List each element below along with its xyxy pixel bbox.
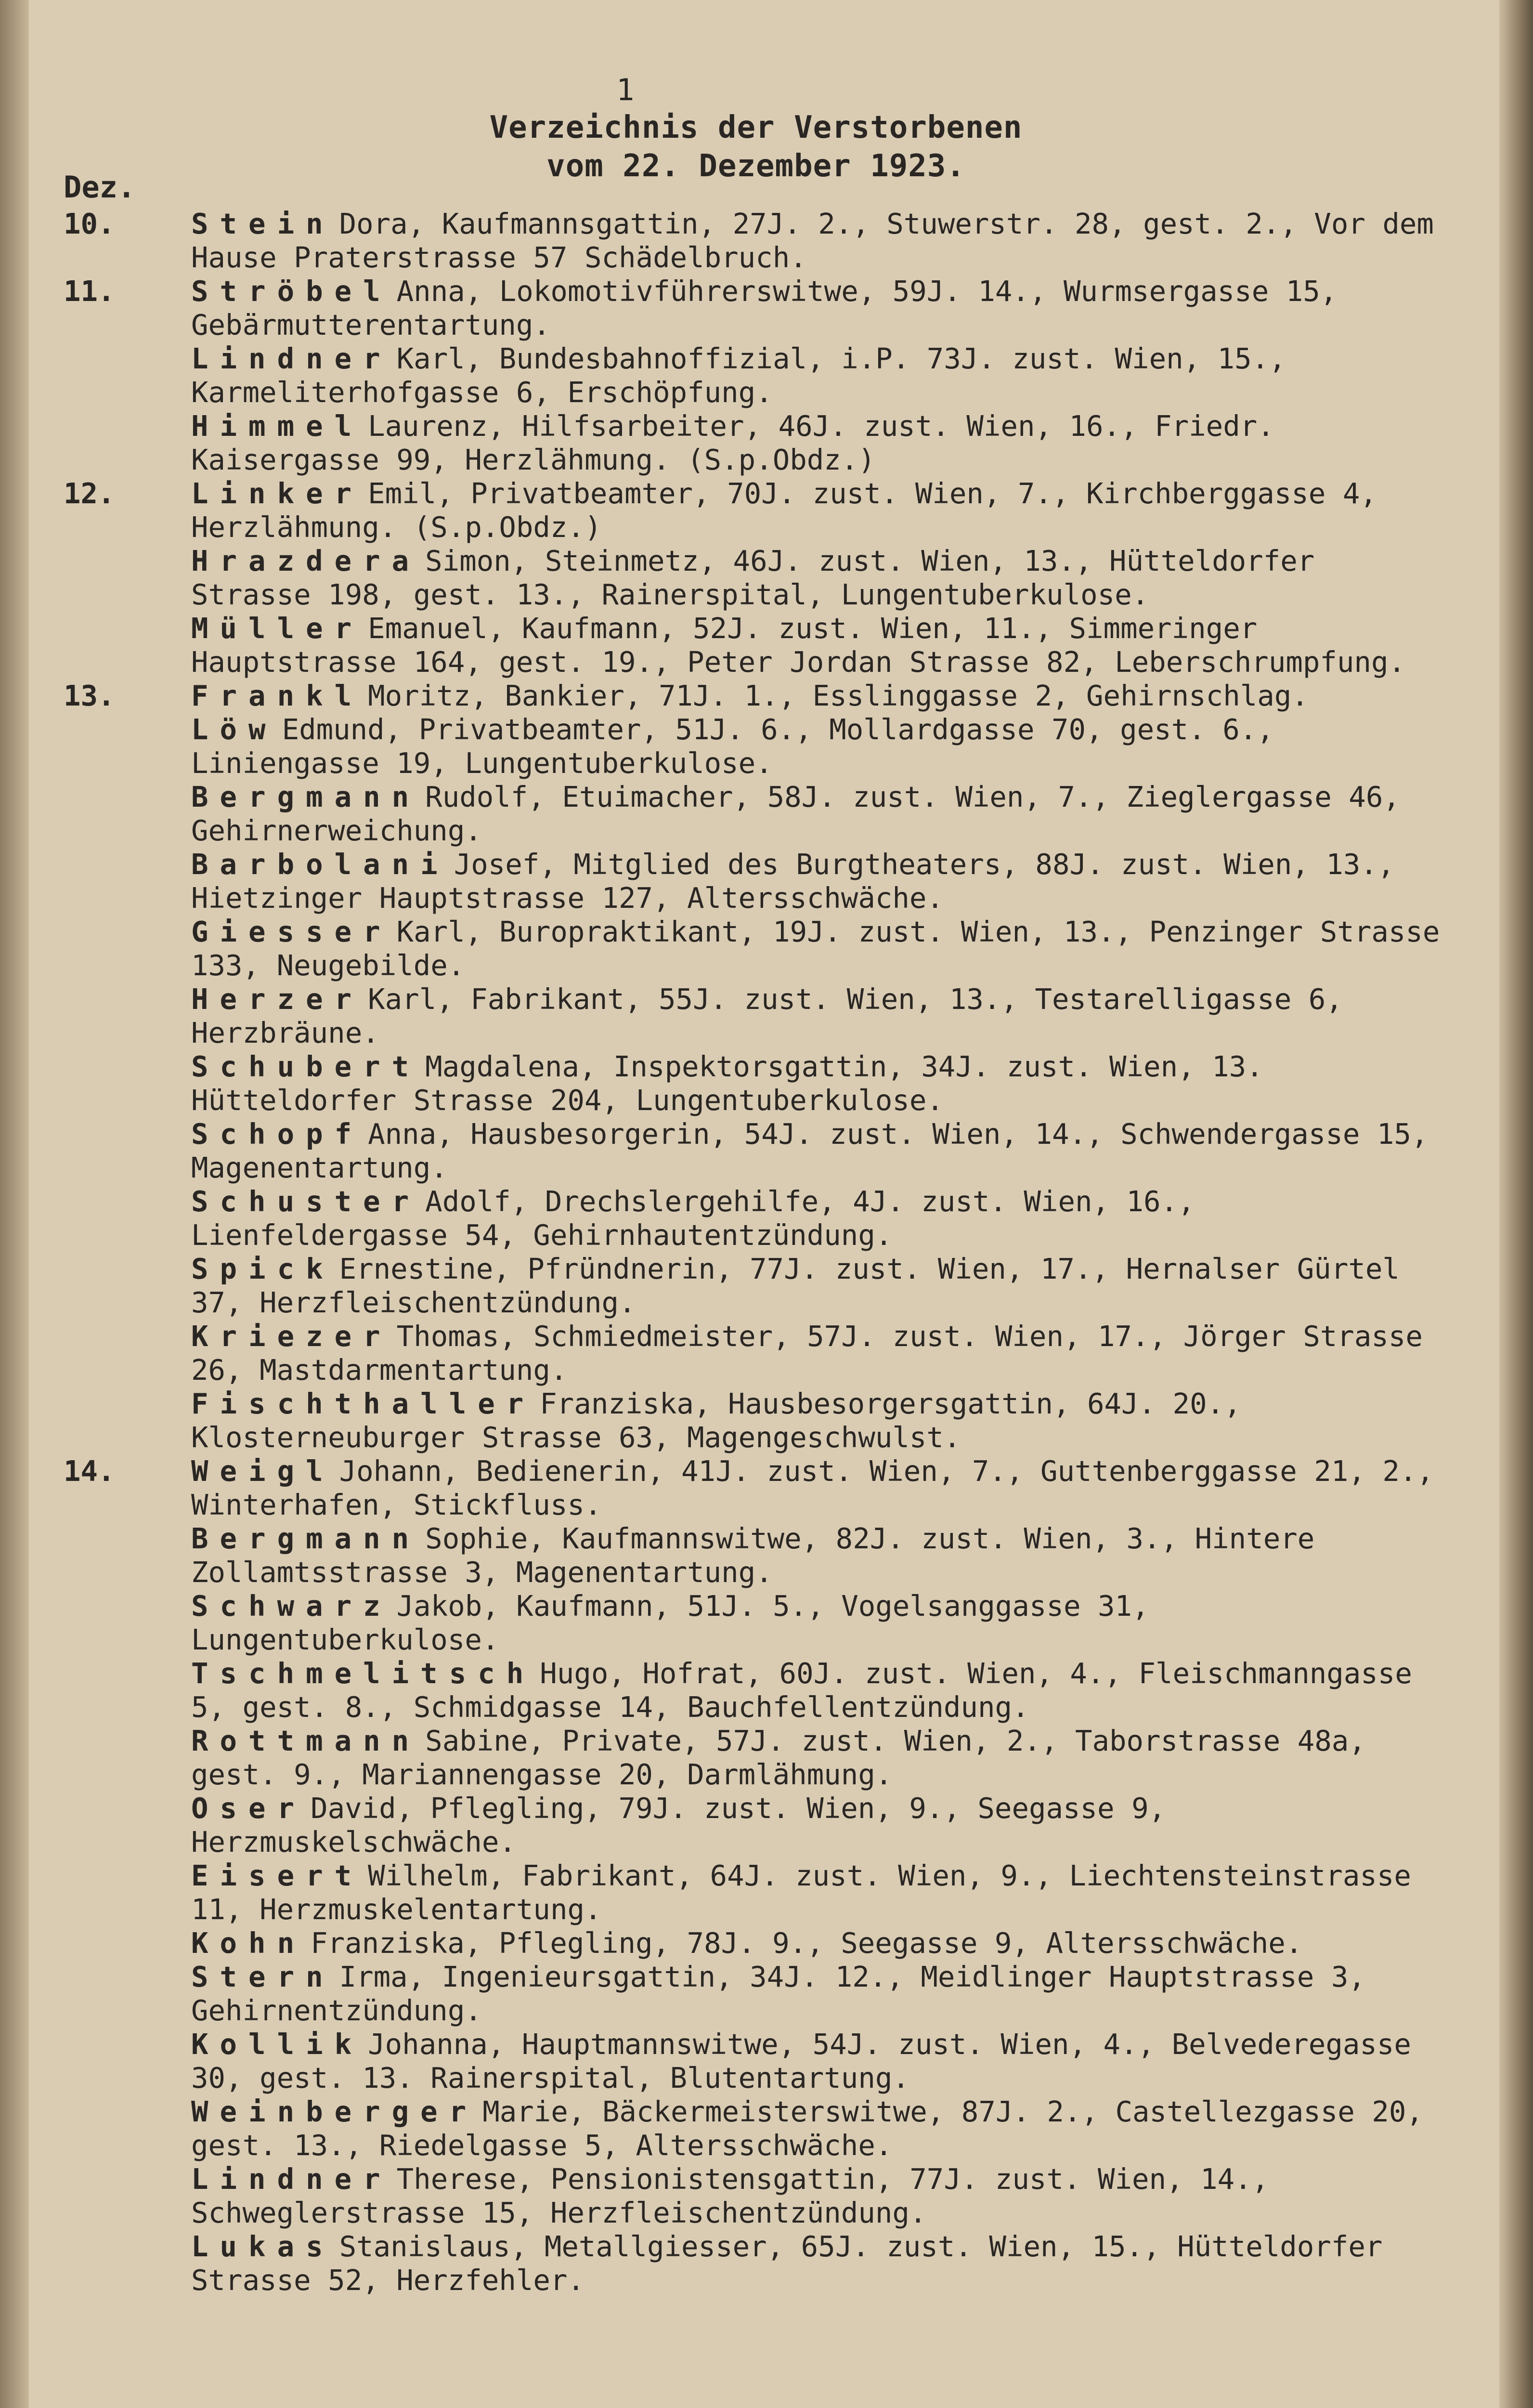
entry-text [191,2162,1450,2230]
entry-day: 11. [64,275,115,308]
entry-details: Sabine, Private, 57J. zust. Wien, 2., Taborstrasse 48a, gest. 9., Mariannengasse 20, Darmlähmung. [191,1724,1366,1791]
entry-surname: Spick [191,1252,335,1285]
entry-text [191,1926,1450,1960]
entry-surname: Stein [191,207,335,240]
entry-surname: Herzer [191,982,364,1016]
list-item [64,1050,1450,1117]
entry-details: Franziska, Pflegling, 78J. 9., Seegasse 9, Altersschwäche. [311,1926,1303,1960]
list-item [64,1252,1450,1320]
entry-text [191,1320,1450,1387]
list-item [64,1117,1450,1185]
entry-surname: Himmel [191,409,364,443]
entry-surname: Oser [191,1792,306,1825]
entry-surname: Kriezer [191,1320,392,1353]
document-title: Verzeichnis der Verstorbenen [489,110,1023,145]
entry-details: Dora, Kaufmannsgattin, 27J. 2., Stuwerstr. 28, gest. 2., Vor dem Hause Praterstrasse 57 Schädelbruch. [191,207,1434,274]
entry-details: Adolf, Drechslergehilfe, 4J. zust. Wien, 16., Lienfeldergasse 54, Gehirnhautentzündung. [191,1185,1195,1252]
entry-text [191,1859,1450,1926]
entry-text [191,477,1450,544]
entry-text [191,1387,1450,1454]
entry-surname: Kohn [191,1926,306,1960]
list-item [64,1792,1450,1859]
list-item [64,1454,1450,1522]
entry-surname: Weinberger [191,2095,478,2128]
entry-day: 12. [64,477,115,510]
entry-details: Emanuel, Kaufmann, 52J. zust. Wien, 11., Simmeringer Hauptstrasse 164, gest. 19., Peter Jordan Strasse 82, Leberschrumpfung. [191,612,1405,679]
entry-text [191,2095,1450,2162]
entry-surname: Lukas [191,2230,335,2263]
entry-surname: Weigl [191,1454,335,1488]
entry-text [191,848,1450,915]
list-item [64,982,1450,1050]
list-item [64,1522,1450,1589]
list-item [64,612,1450,679]
entry-details: Wilhelm, Fabrikant, 64J. zust. Wien, 9., Liechtensteinstrasse 11, Herzmuskelentartung. [191,1859,1411,1926]
entry-details: Sophie, Kaufmannswitwe, 82J. zust. Wien, 3., Hintere Zollamtsstrasse 3, Magenentartung. [191,1522,1315,1589]
entry-text [191,1185,1450,1252]
entry-text [191,915,1450,982]
list-item [64,2028,1450,2095]
entry-details: Magdalena, Inspektorsgattin, 34J. zust. Wien, 13. Hütteldorfer Strasse 204, Lungentuberkulose. [191,1050,1263,1117]
entry-surname: Bergmann [191,1522,421,1555]
entry-text [191,2230,1450,2297]
entry-surname: Eisert [191,1859,364,1892]
entry-text [191,780,1450,848]
list-item [64,713,1450,780]
list-item [64,1859,1450,1926]
entry-text [191,982,1450,1050]
entry-surname: Stern [191,1960,335,1993]
entry-surname: Kollik [191,2028,364,2061]
entry-details: Therese, Pensionistensgattin, 77J. zust. Wien, 14., Schweglerstrasse 15, Herzfleischentzündung. [191,2162,1269,2229]
entry-text [191,612,1450,679]
entry-details: Johann, Bedienerin, 41J. zust. Wien, 7., Guttenberggasse 21, 2., Winterhafen, Stickfluss. [191,1454,1434,1521]
entry-details: Irma, Ingenieursgattin, 34J. 12., Meidlinger Hauptstrasse 3, Gehirnentzündung. [191,1960,1365,2027]
list-item [64,1320,1450,1387]
list-item [64,1724,1450,1792]
entry-details: Karl, Buropraktikant, 19J. zust. Wien, 13., Penzinger Strasse 133, Neugebilde. [191,915,1440,982]
entry-surname: Hrazdera [191,544,421,577]
entry-details: Marie, Bäckermeisterswitwe, 87J. 2., Castellezgasse 20, gest. 13., Riedelgasse 5, Altersschwäche. [191,2095,1423,2162]
list-item [64,2095,1450,2162]
entry-surname: Schopf [191,1117,364,1151]
page-number: 1 [616,72,635,107]
entry-details: Simon, Steinmetz, 46J. zust. Wien, 13., Hütteldorfer Strasse 198, gest. 13., Rainerspital, Lungentuberkulose. [191,544,1315,611]
entry-details: Anna, Hausbesorgerin, 54J. zust. Wien, 14., Schwendergasse 15, Magenentartung. [191,1117,1429,1184]
list-item [64,780,1450,848]
list-item [64,2162,1450,2230]
entry-details: Rudolf, Etuimacher, 58J. zust. Wien, 7., Zieglergasse 46, Gehirnerweichung. [191,780,1400,847]
entry-text [191,1522,1450,1589]
list-item [64,477,1450,544]
list-item [64,1657,1450,1724]
list-item [64,2230,1450,2297]
entry-text [191,1117,1450,1185]
entry-text [191,713,1450,780]
document-subtitle: vom 22. Dezember 1923. [546,148,965,184]
list-item [64,915,1450,982]
entry-surname: Lindner [191,2162,392,2196]
entry-surname: Müller [191,612,364,645]
entry-text [191,1792,1450,1859]
entry-surname: Schubert [191,1050,421,1083]
entry-surname: Ströbel [191,275,392,308]
entry-details: Johanna, Hauptmannswitwe, 54J. zust. Wien, 4., Belvederegasse 30, gest. 13. Rainerspital, Blutentartung. [191,2028,1411,2094]
entry-details: Josef, Mitglied des Burgtheaters, 88J. zust. Wien, 13., Hietzinger Hauptstrasse 127, Altersschwäche. [191,848,1395,915]
list-item [64,848,1450,915]
entry-details: Jakob, Kaufmann, 51J. 5., Vogelsanggasse 31, Lungentuberkulose. [191,1589,1149,1656]
entry-text [191,1960,1450,2028]
entry-details: Thomas, Schmiedmeister, 57J. zust. Wien, 17., Jörger Strasse 26, Mastdarmentartung. [191,1320,1423,1387]
entry-details: Stanislaus, Metallgiesser, 65J. zust. Wien, 15., Hütteldorfer Strasse 52, Herzfehler. [191,2230,1383,2297]
page-right-edge [1499,0,1533,2408]
entry-surname: Schuster [191,1185,421,1218]
entry-details: Edmund, Privatbeamter, 51J. 6., Mollardgasse 70, gest. 6., Liniengasse 19, Lungentuberkulose. [191,713,1274,780]
entry-surname: Löw [191,713,277,746]
month-label: Dez. [64,170,136,205]
page-binding-edge [0,0,29,2408]
entry-details: Franziska, Hausbesorgersgattin, 64J. 20., Klosterneuburger Strasse 63, Magengeschwulst. [191,1387,1241,1454]
list-item [64,1960,1450,2028]
entry-details: Karl, Bundesbahnoffizial, i.P. 73J. zust. Wien, 15., Karmeliterhofgasse 6, Erschöpfung. [191,342,1286,409]
entry-details: Ernestine, Pfründnerin, 77J. zust. Wien, 17., Hernalser Gürtel 37, Herzfleischentzündung. [191,1252,1400,1319]
entry-surname: Linker [191,477,364,510]
entry-text [191,342,1450,409]
entry-text [191,1454,1450,1522]
entry-details: Karl, Fabrikant, 55J. zust. Wien, 13., Testarelligasse 6, Herzbräune. [191,982,1343,1049]
entry-surname: Giesser [191,915,392,948]
entry-day: 13. [64,679,115,712]
entry-surname: Fischthaller [191,1387,535,1420]
entry-surname: Lindner [191,342,392,375]
entry-surname: Frankl [191,679,364,712]
entry-text [191,1252,1450,1320]
list-item [64,1926,1450,1960]
list-item [64,1387,1450,1454]
entry-text [191,207,1450,275]
entry-surname: Tschmelitsch [191,1657,535,1690]
entry-text [191,409,1450,477]
entry-surname: Barbolani [191,848,449,881]
death-register-list [64,207,1450,2297]
entry-details: Emil, Privatbeamter, 70J. zust. Wien, 7., Kirchberggasse 4, Herzlähmung. (S.p.Obdz.) [191,477,1377,544]
entry-text [191,1050,1450,1117]
entry-text [191,1589,1450,1657]
list-item [64,409,1450,477]
list-item [64,544,1450,612]
entry-details: Anna, Lokomotivführerswitwe, 59J. 14., Wurmsergasse 15, Gebärmutterentartung. [191,275,1338,341]
entry-text [191,679,1450,713]
entry-text [191,2028,1450,2095]
entry-day: 14. [64,1454,115,1488]
entry-text [191,1657,1450,1724]
entry-surname: Schwarz [191,1589,392,1623]
entry-details: Laurenz, Hilfsarbeiter, 46J. zust. Wien, 16., Friedr. Kaisergasse 99, Herzlähmung. (S.p.Obdz.) [191,409,1274,476]
list-item [64,207,1450,275]
list-item [64,1185,1450,1252]
list-item [64,679,1450,713]
list-item [64,1589,1450,1657]
entry-text [191,1724,1450,1792]
entry-details: Moritz, Bankier, 71J. 1., Esslinggasse 2, Gehirnschlag. [368,679,1309,712]
list-item [64,342,1450,409]
entry-text [191,275,1450,342]
entry-surname: Bergmann [191,780,421,813]
entry-details: Hugo, Hofrat, 60J. zust. Wien, 4., Fleischmanngasse 5, gest. 8., Schmidgasse 14, Bauchfellentzündung. [191,1657,1412,1724]
entry-text [191,544,1450,612]
entry-details: David, Pflegling, 79J. zust. Wien, 9., Seegasse 9, Herzmuskelschwäche. [191,1792,1166,1858]
entry-day: 10. [64,207,115,240]
list-item [64,275,1450,342]
entry-surname: Rottmann [191,1724,421,1757]
